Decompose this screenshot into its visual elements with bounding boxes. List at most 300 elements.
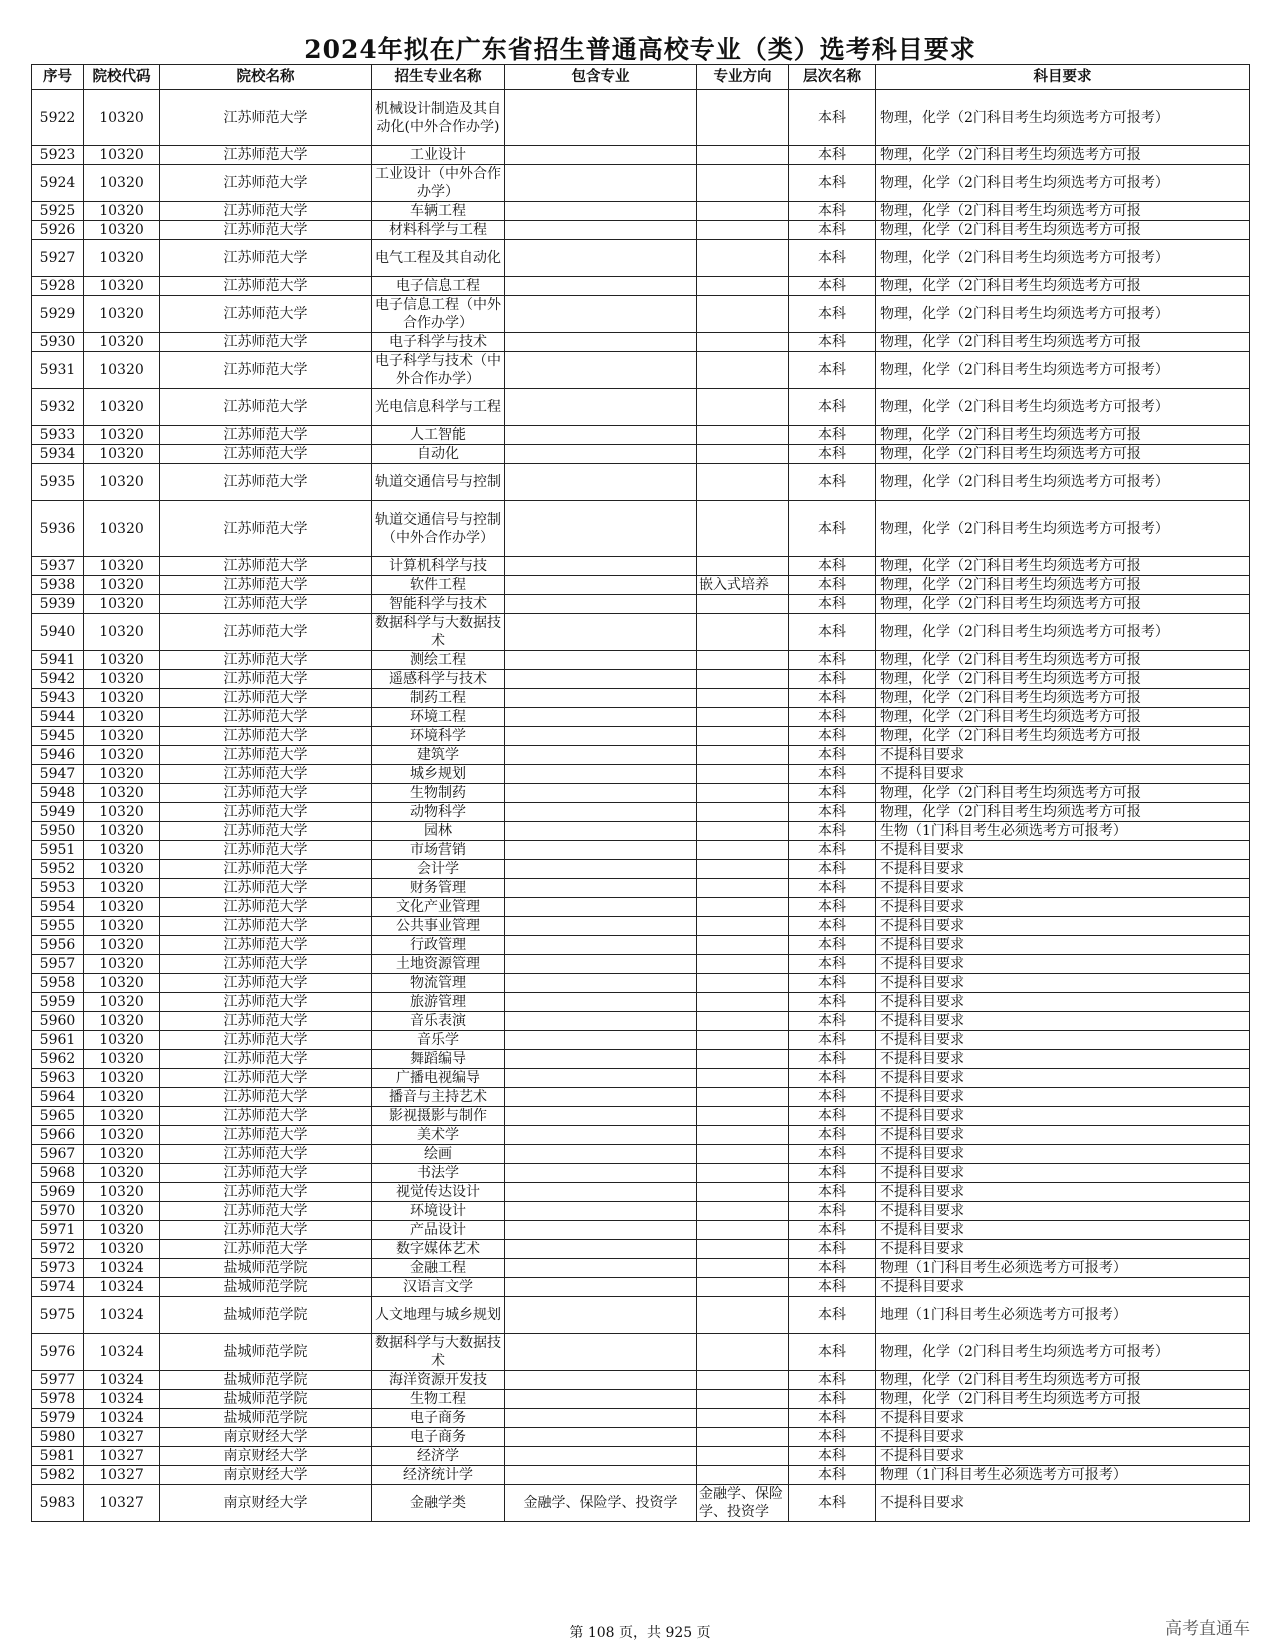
cell-level: 本科: [789, 277, 876, 296]
table-row: [32, 1390, 1250, 1409]
cell-index: 5950: [32, 822, 84, 841]
cell-included-majors: [505, 595, 697, 614]
cell-level: 本科: [789, 917, 876, 936]
cell-level: 本科: [789, 1107, 876, 1126]
table-row: [32, 746, 1250, 765]
cell-index: 5951: [32, 841, 84, 860]
cell-major-direction: [697, 557, 789, 576]
cell-school-code: 10320: [84, 333, 160, 352]
cell-index: 5959: [32, 993, 84, 1012]
cell-school-name: 江苏师范大学: [160, 464, 372, 501]
cell-major-name: 影视摄影与制作: [372, 1107, 505, 1126]
table-row: [32, 333, 1250, 352]
cell-major-name: 计算机科学与技: [372, 557, 505, 576]
cell-school-name: 江苏师范大学: [160, 1050, 372, 1069]
cell-included-majors: [505, 576, 697, 595]
cell-index: 5962: [32, 1050, 84, 1069]
cell-school-name: 江苏师范大学: [160, 993, 372, 1012]
cell-subject-requirement: 物理，化学（2门科目考生均须选考方可报: [876, 146, 1250, 165]
cell-index: 5945: [32, 727, 84, 746]
cell-major-direction: [697, 917, 789, 936]
cell-subject-requirement: 不提科目要求: [876, 1278, 1250, 1297]
cell-major-name: 遥感科学与技术: [372, 670, 505, 689]
cell-major-direction: [697, 1050, 789, 1069]
cell-subject-requirement: 物理，化学（2门科目考生均须选考方可报: [876, 426, 1250, 445]
cell-major-name: 智能科学与技术: [372, 595, 505, 614]
cell-school-code: 10320: [84, 1221, 160, 1240]
cell-major-name: 工业设计: [372, 146, 505, 165]
cell-level: 本科: [789, 1259, 876, 1278]
table-row: [32, 803, 1250, 822]
cell-school-name: 江苏师范大学: [160, 917, 372, 936]
cell-major-name: 数据科学与大数据技术: [372, 1334, 505, 1371]
cell-school-code: 10320: [84, 974, 160, 993]
cell-school-code: 10320: [84, 765, 160, 784]
cell-major-name: 数据科学与大数据技术: [372, 614, 505, 651]
cell-major-name: 机械设计制造及其自动化(中外合作办学): [372, 90, 505, 146]
cell-level: 本科: [789, 993, 876, 1012]
cell-level: 本科: [789, 426, 876, 445]
cell-major-name: 建筑学: [372, 746, 505, 765]
cell-major-direction: [697, 1409, 789, 1428]
cell-major-direction: [697, 240, 789, 277]
cell-school-code: 10320: [84, 1164, 160, 1183]
cell-level: 本科: [789, 670, 876, 689]
table-row: [32, 240, 1250, 277]
cell-school-name: 江苏师范大学: [160, 708, 372, 727]
cell-major-name: 车辆工程: [372, 202, 505, 221]
cell-included-majors: [505, 1334, 697, 1371]
cell-major-direction: [697, 501, 789, 557]
cell-school-name: 江苏师范大学: [160, 1069, 372, 1088]
cell-included-majors: [505, 784, 697, 803]
cell-subject-requirement: 不提科目要求: [876, 1202, 1250, 1221]
cell-major-direction: [697, 1012, 789, 1031]
cell-included-majors: [505, 727, 697, 746]
table-row: [32, 689, 1250, 708]
cell-included-majors: [505, 841, 697, 860]
cell-level: 本科: [789, 1164, 876, 1183]
cell-school-code: 10320: [84, 426, 160, 445]
cell-included-majors: [505, 1202, 697, 1221]
table-row: [32, 90, 1250, 146]
cell-school-code: 10320: [84, 670, 160, 689]
cell-school-code: 10320: [84, 708, 160, 727]
cell-school-name: 江苏师范大学: [160, 202, 372, 221]
cell-major-direction: [697, 1466, 789, 1485]
table-row: [32, 936, 1250, 955]
cell-school-code: 10320: [84, 727, 160, 746]
cell-subject-requirement: 物理（1门科目考生必须选考方可报考）: [876, 1466, 1250, 1485]
table-row: [32, 1485, 1250, 1522]
cell-included-majors: [505, 917, 697, 936]
table-row: [32, 464, 1250, 501]
cell-included-majors: [505, 426, 697, 445]
cell-included-majors: [505, 765, 697, 784]
cell-major-direction: [697, 670, 789, 689]
cell-index: 5969: [32, 1183, 84, 1202]
cell-major-direction: 金融学、保险学、投资学: [697, 1485, 789, 1522]
cell-index: 5923: [32, 146, 84, 165]
cell-school-code: 10320: [84, 1183, 160, 1202]
cell-school-code: 10320: [84, 784, 160, 803]
cell-included-majors: [505, 296, 697, 333]
cell-school-code: 10320: [84, 1031, 160, 1050]
cell-school-code: 10320: [84, 202, 160, 221]
cell-level: 本科: [789, 1145, 876, 1164]
cell-subject-requirement: 生物（1门科目考生必须选考方可报考）: [876, 822, 1250, 841]
cell-school-name: 江苏师范大学: [160, 501, 372, 557]
cell-school-name: 盐城师范学院: [160, 1278, 372, 1297]
cell-level: 本科: [789, 202, 876, 221]
table-row: [32, 898, 1250, 917]
cell-major-name: 汉语言文学: [372, 1278, 505, 1297]
requirements-table: [31, 64, 1250, 1522]
cell-school-code: 10320: [84, 1050, 160, 1069]
cell-subject-requirement: 不提科目要求: [876, 1069, 1250, 1088]
cell-level: 本科: [789, 1447, 876, 1466]
cell-major-name: 电子信息工程（中外合作办学）: [372, 296, 505, 333]
cell-school-name: 江苏师范大学: [160, 557, 372, 576]
table-row: [32, 1126, 1250, 1145]
cell-subject-requirement: 不提科目要求: [876, 1050, 1250, 1069]
cell-included-majors: [505, 277, 697, 296]
cell-subject-requirement: 不提科目要求: [876, 1145, 1250, 1164]
cell-index: 5929: [32, 296, 84, 333]
cell-school-name: 江苏师范大学: [160, 389, 372, 426]
table-header-row: [32, 65, 1250, 90]
cell-school-name: 江苏师范大学: [160, 879, 372, 898]
cell-major-name: 行政管理: [372, 936, 505, 955]
table-row: [32, 296, 1250, 333]
table-row: [32, 1107, 1250, 1126]
cell-school-code: 10320: [84, 1012, 160, 1031]
cell-level: 本科: [789, 860, 876, 879]
cell-major-direction: [697, 898, 789, 917]
cell-level: 本科: [789, 1466, 876, 1485]
cell-school-name: 江苏师范大学: [160, 936, 372, 955]
cell-major-name: 金融工程: [372, 1259, 505, 1278]
table-row: [32, 974, 1250, 993]
cell-subject-requirement: 不提科目要求: [876, 765, 1250, 784]
cell-level: 本科: [789, 1183, 876, 1202]
cell-major-direction: [697, 1390, 789, 1409]
cell-subject-requirement: 物理，化学（2门科目考生均须选考方可报: [876, 708, 1250, 727]
cell-major-direction: [697, 202, 789, 221]
cell-level: 本科: [789, 1334, 876, 1371]
cell-major-direction: [697, 146, 789, 165]
cell-major-direction: [697, 1447, 789, 1466]
cell-index: 5971: [32, 1221, 84, 1240]
page-footer: 第 108 页，共 925 页: [569, 1625, 711, 1641]
cell-index: 5960: [32, 1012, 84, 1031]
cell-school-code: 10324: [84, 1371, 160, 1390]
cell-included-majors: [505, 974, 697, 993]
cell-major-name: 动物科学: [372, 803, 505, 822]
table-row: [32, 1031, 1250, 1050]
header-major-direction: 专业方向: [697, 65, 789, 90]
header-included-majors: 包含专业: [505, 65, 697, 90]
cell-school-code: 10320: [84, 689, 160, 708]
cell-school-name: 江苏师范大学: [160, 576, 372, 595]
cell-subject-requirement: 不提科目要求: [876, 898, 1250, 917]
cell-major-direction: [697, 595, 789, 614]
cell-subject-requirement: 物理，化学（2门科目考生均须选考方可报: [876, 202, 1250, 221]
cell-included-majors: [505, 501, 697, 557]
table-row: [32, 1050, 1250, 1069]
cell-subject-requirement: 物理，化学（2门科目考生均须选考方可报: [876, 651, 1250, 670]
cell-school-code: 10324: [84, 1297, 160, 1334]
cell-index: 5973: [32, 1259, 84, 1278]
cell-level: 本科: [789, 1012, 876, 1031]
cell-index: 5974: [32, 1278, 84, 1297]
cell-major-name: 旅游管理: [372, 993, 505, 1012]
cell-major-name: 材料科学与工程: [372, 221, 505, 240]
cell-major-name: 电气工程及其自动化: [372, 240, 505, 277]
cell-included-majors: [505, 445, 697, 464]
cell-school-code: 10320: [84, 90, 160, 146]
cell-subject-requirement: 不提科目要求: [876, 879, 1250, 898]
cell-level: 本科: [789, 1428, 876, 1447]
cell-level: 本科: [789, 1240, 876, 1259]
brand-watermark: 高考直通车: [1165, 1619, 1250, 1639]
cell-index: 5967: [32, 1145, 84, 1164]
cell-major-name: 环境设计: [372, 1202, 505, 1221]
table-row: [32, 1240, 1250, 1259]
cell-major-direction: [697, 1107, 789, 1126]
cell-school-name: 江苏师范大学: [160, 841, 372, 860]
cell-school-code: 10320: [84, 1107, 160, 1126]
cell-index: 5948: [32, 784, 84, 803]
cell-school-name: 南京财经大学: [160, 1428, 372, 1447]
cell-included-majors: [505, 993, 697, 1012]
cell-level: 本科: [789, 1278, 876, 1297]
table-row: [32, 917, 1250, 936]
table-row: [32, 426, 1250, 445]
cell-index: 5979: [32, 1409, 84, 1428]
cell-level: 本科: [789, 614, 876, 651]
cell-school-name: 江苏师范大学: [160, 614, 372, 651]
cell-subject-requirement: 不提科目要求: [876, 1164, 1250, 1183]
cell-major-direction: [697, 689, 789, 708]
cell-included-majors: [505, 614, 697, 651]
cell-subject-requirement: 不提科目要求: [876, 1183, 1250, 1202]
cell-index: 5961: [32, 1031, 84, 1050]
cell-included-majors: [505, 240, 697, 277]
cell-school-code: 10320: [84, 651, 160, 670]
cell-major-name: 电子科学与技术: [372, 333, 505, 352]
cell-major-name: 音乐表演: [372, 1012, 505, 1031]
cell-school-name: 江苏师范大学: [160, 1012, 372, 1031]
cell-school-code: 10324: [84, 1278, 160, 1297]
cell-major-direction: [697, 1126, 789, 1145]
cell-included-majors: [505, 651, 697, 670]
cell-major-direction: [697, 1278, 789, 1297]
cell-index: 5930: [32, 333, 84, 352]
cell-level: 本科: [789, 841, 876, 860]
cell-index: 5942: [32, 670, 84, 689]
header-level: 层次名称: [789, 65, 876, 90]
cell-level: 本科: [789, 803, 876, 822]
cell-school-name: 江苏师范大学: [160, 165, 372, 202]
table-row: [32, 165, 1250, 202]
cell-school-name: 盐城师范学院: [160, 1371, 372, 1390]
table-row: [32, 1334, 1250, 1371]
header-school-name: 院校名称: [160, 65, 372, 90]
cell-included-majors: [505, 803, 697, 822]
table-row: [32, 1088, 1250, 1107]
cell-included-majors: [505, 146, 697, 165]
cell-school-name: 江苏师范大学: [160, 670, 372, 689]
cell-included-majors: [505, 898, 697, 917]
cell-subject-requirement: 物理，化学（2门科目考生均须选考方可报考）: [876, 165, 1250, 202]
cell-included-majors: [505, 1221, 697, 1240]
cell-major-name: 数字媒体艺术: [372, 1240, 505, 1259]
cell-index: 5931: [32, 352, 84, 389]
table-row: [32, 1164, 1250, 1183]
cell-index: 5924: [32, 165, 84, 202]
cell-included-majors: [505, 1371, 697, 1390]
cell-index: 5952: [32, 860, 84, 879]
cell-index: 5977: [32, 1371, 84, 1390]
cell-included-majors: [505, 464, 697, 501]
cell-index: 5968: [32, 1164, 84, 1183]
cell-index: 5939: [32, 595, 84, 614]
table-row: [32, 1428, 1250, 1447]
table-row: [32, 1259, 1250, 1278]
cell-subject-requirement: 物理，化学（2门科目考生均须选考方可报: [876, 333, 1250, 352]
table-row: [32, 221, 1250, 240]
cell-subject-requirement: 物理，化学（2门科目考生均须选考方可报: [876, 803, 1250, 822]
cell-included-majors: [505, 860, 697, 879]
cell-level: 本科: [789, 1069, 876, 1088]
cell-school-code: 10320: [84, 955, 160, 974]
cell-school-name: 南京财经大学: [160, 1485, 372, 1522]
cell-included-majors: [505, 1447, 697, 1466]
cell-level: 本科: [789, 296, 876, 333]
cell-subject-requirement: 物理，化学（2门科目考生均须选考方可报: [876, 689, 1250, 708]
cell-school-code: 10320: [84, 464, 160, 501]
cell-school-code: 10324: [84, 1259, 160, 1278]
cell-index: 5963: [32, 1069, 84, 1088]
cell-level: 本科: [789, 90, 876, 146]
cell-included-majors: [505, 1390, 697, 1409]
table-row: [32, 576, 1250, 595]
cell-level: 本科: [789, 464, 876, 501]
cell-school-code: 10320: [84, 576, 160, 595]
cell-school-code: 10320: [84, 1126, 160, 1145]
cell-school-code: 10320: [84, 614, 160, 651]
cell-index: 5955: [32, 917, 84, 936]
cell-level: 本科: [789, 557, 876, 576]
cell-included-majors: [505, 1297, 697, 1334]
cell-major-direction: [697, 803, 789, 822]
cell-level: 本科: [789, 1088, 876, 1107]
cell-subject-requirement: 物理，化学（2门科目考生均须选考方可报考）: [876, 501, 1250, 557]
cell-major-name: 生物制药: [372, 784, 505, 803]
cell-school-code: 10320: [84, 1240, 160, 1259]
cell-index: 5970: [32, 1202, 84, 1221]
cell-major-name: 经济学: [372, 1447, 505, 1466]
cell-school-name: 江苏师范大学: [160, 784, 372, 803]
header-school-code: 院校代码: [84, 65, 160, 90]
cell-major-direction: [697, 464, 789, 501]
cell-major-direction: [697, 708, 789, 727]
cell-included-majors: [505, 670, 697, 689]
cell-level: 本科: [789, 1221, 876, 1240]
cell-index: 5978: [32, 1390, 84, 1409]
cell-subject-requirement: 物理，化学（2门科目考生均须选考方可报: [876, 1390, 1250, 1409]
table-row: [32, 352, 1250, 389]
cell-school-code: 10320: [84, 352, 160, 389]
cell-school-name: 盐城师范学院: [160, 1409, 372, 1428]
cell-included-majors: [505, 1409, 697, 1428]
cell-level: 本科: [789, 1050, 876, 1069]
table-row: [32, 1221, 1250, 1240]
cell-subject-requirement: 物理，化学（2门科目考生均须选考方可报: [876, 576, 1250, 595]
cell-included-majors: [505, 1240, 697, 1259]
cell-subject-requirement: 物理（1门科目考生必须选考方可报考）: [876, 1259, 1250, 1278]
cell-included-majors: [505, 1088, 697, 1107]
cell-level: 本科: [789, 936, 876, 955]
cell-major-direction: [697, 841, 789, 860]
cell-level: 本科: [789, 822, 876, 841]
cell-major-name: 书法学: [372, 1164, 505, 1183]
table-row: [32, 651, 1250, 670]
cell-school-name: 江苏师范大学: [160, 898, 372, 917]
cell-school-code: 10320: [84, 936, 160, 955]
cell-subject-requirement: 物理，化学（2门科目考生均须选考方可报: [876, 670, 1250, 689]
cell-major-name: 文化产业管理: [372, 898, 505, 917]
cell-major-direction: [697, 746, 789, 765]
cell-index: 5956: [32, 936, 84, 955]
cell-major-name: 测绘工程: [372, 651, 505, 670]
cell-subject-requirement: 不提科目要求: [876, 1447, 1250, 1466]
cell-school-code: 10320: [84, 803, 160, 822]
cell-school-code: 10320: [84, 1069, 160, 1088]
cell-school-code: 10320: [84, 822, 160, 841]
cell-major-direction: [697, 1202, 789, 1221]
cell-school-name: 江苏师范大学: [160, 595, 372, 614]
cell-index: 5957: [32, 955, 84, 974]
cell-included-majors: [505, 1069, 697, 1088]
cell-school-name: 江苏师范大学: [160, 146, 372, 165]
cell-index: 5938: [32, 576, 84, 595]
cell-index: 5975: [32, 1297, 84, 1334]
cell-level: 本科: [789, 974, 876, 993]
cell-major-name: 环境科学: [372, 727, 505, 746]
cell-level: 本科: [789, 1485, 876, 1522]
cell-school-name: 南京财经大学: [160, 1466, 372, 1485]
cell-level: 本科: [789, 879, 876, 898]
cell-level: 本科: [789, 1409, 876, 1428]
cell-level: 本科: [789, 1202, 876, 1221]
cell-included-majors: [505, 1164, 697, 1183]
cell-major-direction: [697, 936, 789, 955]
cell-major-name: 自动化: [372, 445, 505, 464]
cell-school-code: 10320: [84, 296, 160, 333]
cell-subject-requirement: 不提科目要求: [876, 746, 1250, 765]
cell-school-name: 江苏师范大学: [160, 1107, 372, 1126]
cell-subject-requirement: 不提科目要求: [876, 1409, 1250, 1428]
cell-major-direction: [697, 389, 789, 426]
cell-index: 5953: [32, 879, 84, 898]
cell-index: 5947: [32, 765, 84, 784]
cell-index: 5937: [32, 557, 84, 576]
cell-school-name: 江苏师范大学: [160, 221, 372, 240]
cell-included-majors: [505, 221, 697, 240]
table-row: [32, 595, 1250, 614]
